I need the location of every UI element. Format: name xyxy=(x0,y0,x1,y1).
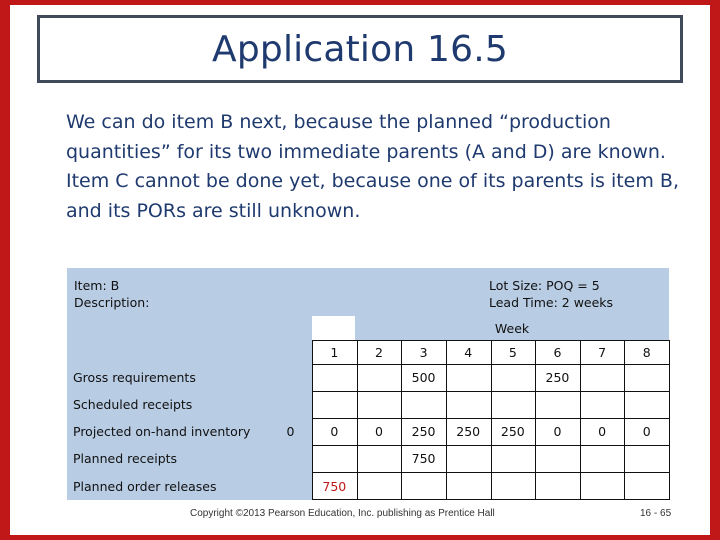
footer-page-number: 16 - 65 xyxy=(640,508,672,519)
onhand-initial: 0 xyxy=(269,418,312,445)
week-cell-week-1: 1 xyxy=(312,340,357,364)
footer-copyright: Copyright ©2013 Pearson Education, Inc. publishing as Prentice Hall xyxy=(190,508,495,519)
frame-top-border xyxy=(0,0,720,5)
grid-hline-2 xyxy=(312,391,669,392)
onhand-cell-week-3: 250 xyxy=(401,418,446,445)
grid-hline-0 xyxy=(312,340,669,341)
scheduled-cell-week-3 xyxy=(401,391,446,418)
grid-hline-4 xyxy=(312,445,669,446)
row-label-onhand: Projected on-hand inventory xyxy=(67,418,269,445)
grid-hline-6 xyxy=(312,499,669,500)
frame-right-border xyxy=(710,0,720,540)
scheduled-cell-week-8 xyxy=(624,391,669,418)
week-label: Week xyxy=(494,320,530,336)
onhand-cell-week-4: 250 xyxy=(446,418,491,445)
lead-time-label: Lead Time: 2 weeks xyxy=(489,295,614,310)
gross-cell-week-1 xyxy=(312,364,357,391)
row-label-gross: Gross requirements xyxy=(67,364,312,391)
planned-receipts-cell-week-3: 750 xyxy=(401,445,446,472)
planned-receipts-cell-week-2 xyxy=(357,445,402,472)
planned-receipts-cell-week-7 xyxy=(580,445,625,472)
grid-hline-1 xyxy=(312,364,669,365)
gross-cell-week-2 xyxy=(357,364,402,391)
planned-releases-cell-week-3 xyxy=(401,472,446,500)
grid-hline-5 xyxy=(312,472,669,473)
body-text xyxy=(66,108,691,226)
gross-cell-week-5 xyxy=(491,364,536,391)
gross-cell-week-6: 250 xyxy=(535,364,580,391)
grid-vline-8 xyxy=(669,340,670,500)
scheduled-cell-week-5 xyxy=(491,391,536,418)
planned-receipts-cell-week-8 xyxy=(624,445,669,472)
frame-left-border xyxy=(0,0,10,540)
week-cell-week-6: 6 xyxy=(535,340,580,364)
paragraph-item-c: Item C cannot be done yet, because one of its parents is item B, and its PORs are still unknown. xyxy=(66,170,679,222)
grid-hline-3 xyxy=(312,418,669,419)
mrp-record-table xyxy=(67,268,669,500)
onhand-cell-week-5: 250 xyxy=(491,418,536,445)
gross-cell-week-7 xyxy=(580,364,625,391)
paragraph-item-b: We can do item B next, because the planned “production quantities” for its two immediate parents (A and D) are known. xyxy=(66,111,666,163)
label-block-top xyxy=(67,316,312,364)
onhand-cell-week-7: 0 xyxy=(580,418,625,445)
planned-releases-cell-week-4 xyxy=(446,472,491,500)
onhand-cell-week-2: 0 xyxy=(357,418,402,445)
week-cell-week-2: 2 xyxy=(357,340,402,364)
week-gap xyxy=(312,316,355,340)
title-box xyxy=(37,15,683,83)
onhand-cell-week-6: 0 xyxy=(535,418,580,445)
row-label-planned-receipts: Planned receipts xyxy=(67,445,312,472)
row-label-scheduled: Scheduled receipts xyxy=(67,391,312,418)
week-cell-week-7: 7 xyxy=(580,340,625,364)
planned-releases-cell-week-5 xyxy=(491,472,536,500)
scheduled-cell-week-7 xyxy=(580,391,625,418)
planned-releases-cell-week-1: 750 xyxy=(312,472,357,500)
planned-releases-cell-week-8 xyxy=(624,472,669,500)
scheduled-cell-week-4 xyxy=(446,391,491,418)
frame-bottom-border xyxy=(0,535,720,540)
row-label-planned-releases: Planned order releases xyxy=(67,472,312,500)
planned-receipts-cell-week-5 xyxy=(491,445,536,472)
gross-cell-week-4 xyxy=(446,364,491,391)
gross-cell-week-3: 500 xyxy=(401,364,446,391)
item-label: Item: B xyxy=(74,278,120,293)
planned-receipts-cell-week-1 xyxy=(312,445,357,472)
week-label-cell xyxy=(355,316,669,340)
planned-releases-cell-week-7 xyxy=(580,472,625,500)
planned-receipts-cell-week-6 xyxy=(535,445,580,472)
week-cell-week-5: 5 xyxy=(491,340,536,364)
planned-releases-cell-week-6 xyxy=(535,472,580,500)
slide-title: Application 16.5 xyxy=(212,28,508,70)
week-cell-week-8: 8 xyxy=(624,340,669,364)
week-cell-week-3: 3 xyxy=(401,340,446,364)
scheduled-cell-week-6 xyxy=(535,391,580,418)
week-cell-week-4: 4 xyxy=(446,340,491,364)
scheduled-cell-week-2 xyxy=(357,391,402,418)
description-label: Description: xyxy=(74,295,150,310)
onhand-cell-week-8: 0 xyxy=(624,418,669,445)
onhand-cell-week-1: 0 xyxy=(312,418,357,445)
planned-receipts-cell-week-4 xyxy=(446,445,491,472)
scheduled-cell-week-1 xyxy=(312,391,357,418)
gross-cell-week-8 xyxy=(624,364,669,391)
planned-releases-cell-week-2 xyxy=(357,472,402,500)
lot-size-label: Lot Size: POQ = 5 xyxy=(489,278,600,293)
